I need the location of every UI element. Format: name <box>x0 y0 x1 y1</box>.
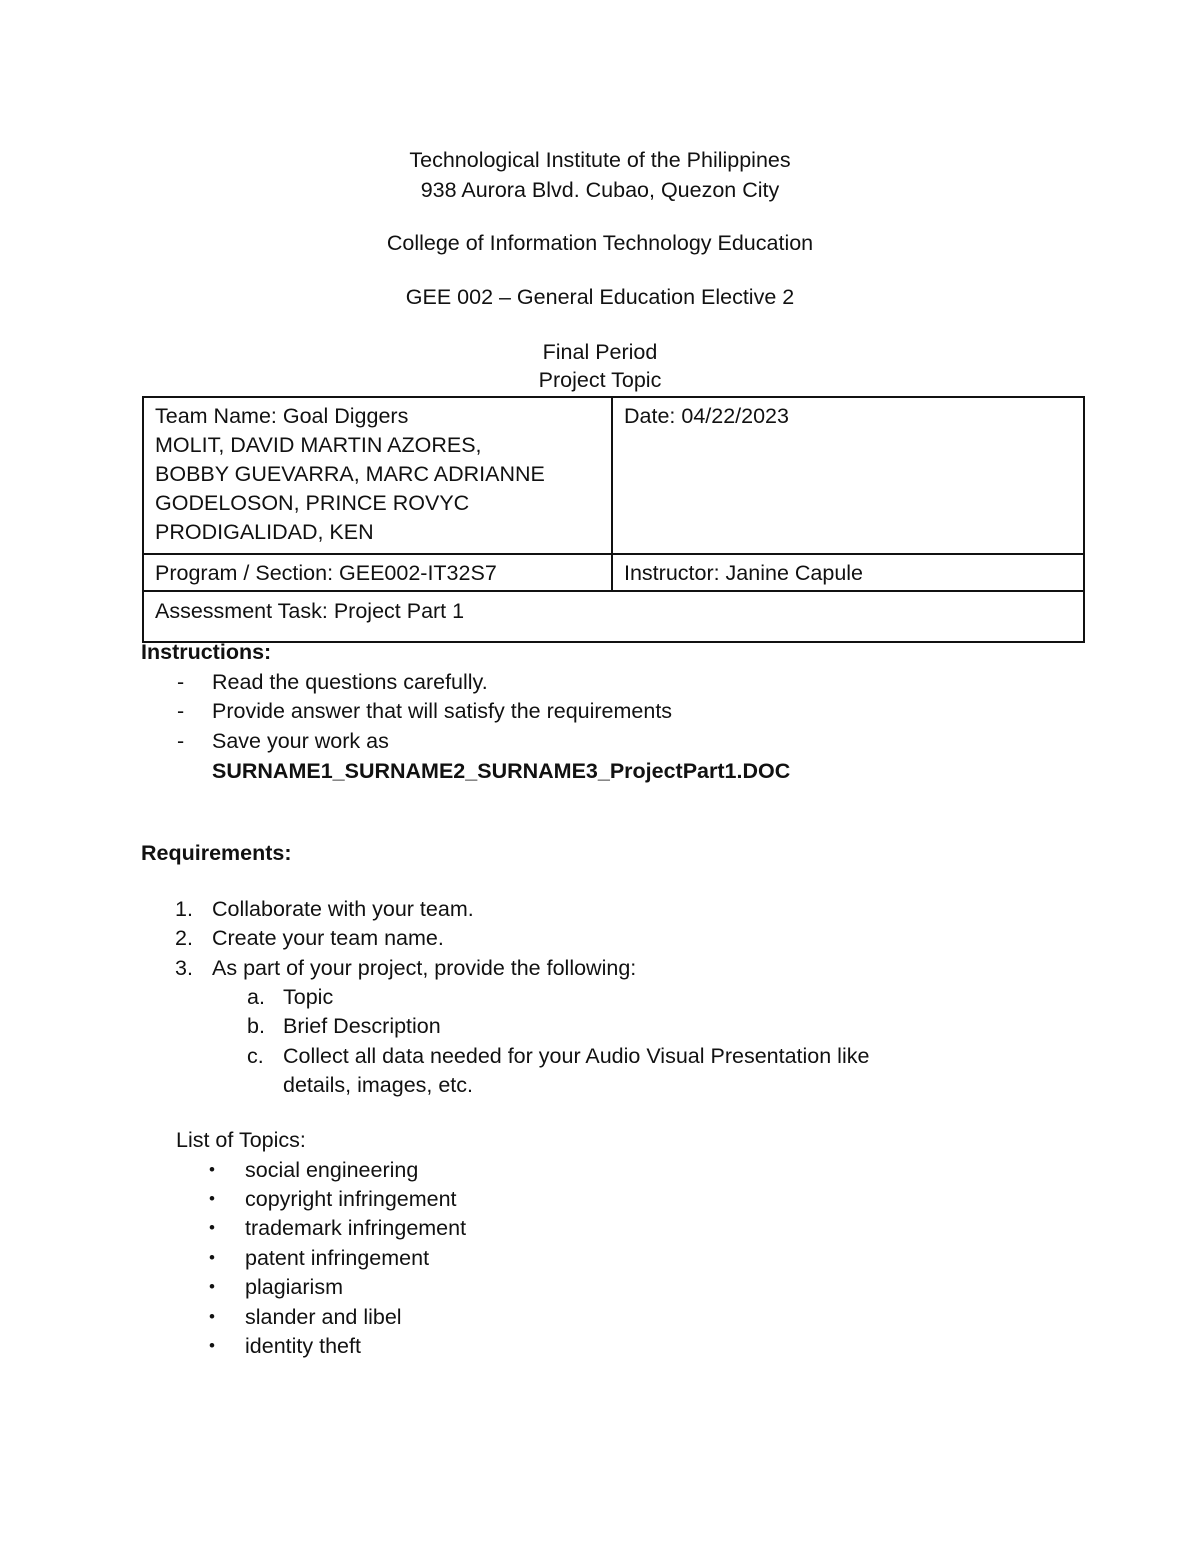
requirement-item: Collaborate with your team. <box>212 897 474 921</box>
institution-name: Technological Institute of the Philippines <box>409 148 791 172</box>
instruction-item: Save your work as <box>212 729 389 753</box>
assessment-row <box>143 591 1084 642</box>
assessment-task: Assessment Task: Project Part 1 <box>155 599 465 623</box>
letter-marker: b. <box>247 1014 265 1038</box>
period-label: Final Period <box>542 340 658 364</box>
topics-heading: List of Topics: <box>176 1128 306 1152</box>
topic-item: trademark infringement <box>245 1216 467 1240</box>
topic-item: plagiarism <box>245 1275 343 1299</box>
topic-item: identity theft <box>245 1334 361 1358</box>
instruction-item: Provide answer that will satisfy the requirements <box>212 699 673 723</box>
team-member-line: MOLIT, DAVID MARTIN AZORES, <box>155 433 482 457</box>
topic-item: patent infringement <box>245 1246 430 1270</box>
date-value: Date: 04/22/2023 <box>624 404 789 428</box>
requirement-sub-item-continuation: details, images, etc. <box>283 1073 474 1097</box>
bullet-icon: • <box>209 1248 215 1267</box>
requirement-sub-item: Collect all data needed for your Audio Visual Presentation like <box>283 1044 870 1068</box>
requirement-item: Create your team name. <box>212 926 444 950</box>
info-table <box>142 396 1085 643</box>
letter-marker: a. <box>247 985 265 1009</box>
instructor-cell <box>612 554 1084 591</box>
bullet-icon: • <box>209 1336 215 1355</box>
filename-format: SURNAME1_SURNAME2_SURNAME3_ProjectPart1.DOC <box>212 759 791 783</box>
program-cell <box>143 554 612 591</box>
bullet-icon: • <box>209 1218 215 1237</box>
bullet-icon: • <box>209 1189 215 1208</box>
bullet-icon: • <box>209 1160 215 1179</box>
requirement-item: As part of your project, provide the following: <box>212 956 637 980</box>
dash-marker: - <box>177 699 185 723</box>
number-marker: 2. <box>175 926 193 950</box>
institution-address: 938 Aurora Blvd. Cubao, Quezon City <box>420 178 780 202</box>
team-cell <box>143 397 612 554</box>
bullet-icon: • <box>209 1277 215 1296</box>
team-name: Team Name: Goal Diggers <box>155 404 409 428</box>
assessment-cell <box>143 591 1084 642</box>
program-section: Program / Section: GEE002-IT32S7 <box>155 561 497 585</box>
document-title: Project Topic <box>538 368 662 392</box>
letter-marker: c. <box>247 1044 264 1068</box>
course-title: GEE 002 – General Education Elective 2 <box>405 285 795 309</box>
number-marker: 1. <box>175 897 193 921</box>
team-member-line: BOBBY GUEVARRA, MARC ADRIANNE <box>155 462 545 486</box>
instructor-name: Instructor: Janine Capule <box>624 561 864 585</box>
dash-marker: - <box>177 670 185 694</box>
requirements-heading: Requirements: <box>141 841 292 865</box>
team-member-line: PRODIGALIDAD, KEN <box>155 520 374 544</box>
requirement-sub-item: Topic <box>283 985 334 1009</box>
bullet-icon: • <box>209 1307 215 1326</box>
instruction-item: Read the questions carefully. <box>212 670 488 694</box>
date-cell <box>612 397 1084 554</box>
instructions-heading: Instructions: <box>141 640 272 664</box>
dash-marker: - <box>177 729 185 753</box>
topic-item: copyright infringement <box>245 1187 457 1211</box>
requirement-sub-item: Brief Description <box>283 1014 441 1038</box>
program-row <box>143 554 1084 591</box>
team-row <box>143 397 1084 554</box>
team-member-line: GODELOSON, PRINCE ROVYC <box>155 491 470 515</box>
topic-item: slander and libel <box>245 1305 402 1329</box>
college-name: College of Information Technology Education <box>386 231 814 255</box>
topic-item: social engineering <box>245 1158 419 1182</box>
number-marker: 3. <box>175 956 193 980</box>
